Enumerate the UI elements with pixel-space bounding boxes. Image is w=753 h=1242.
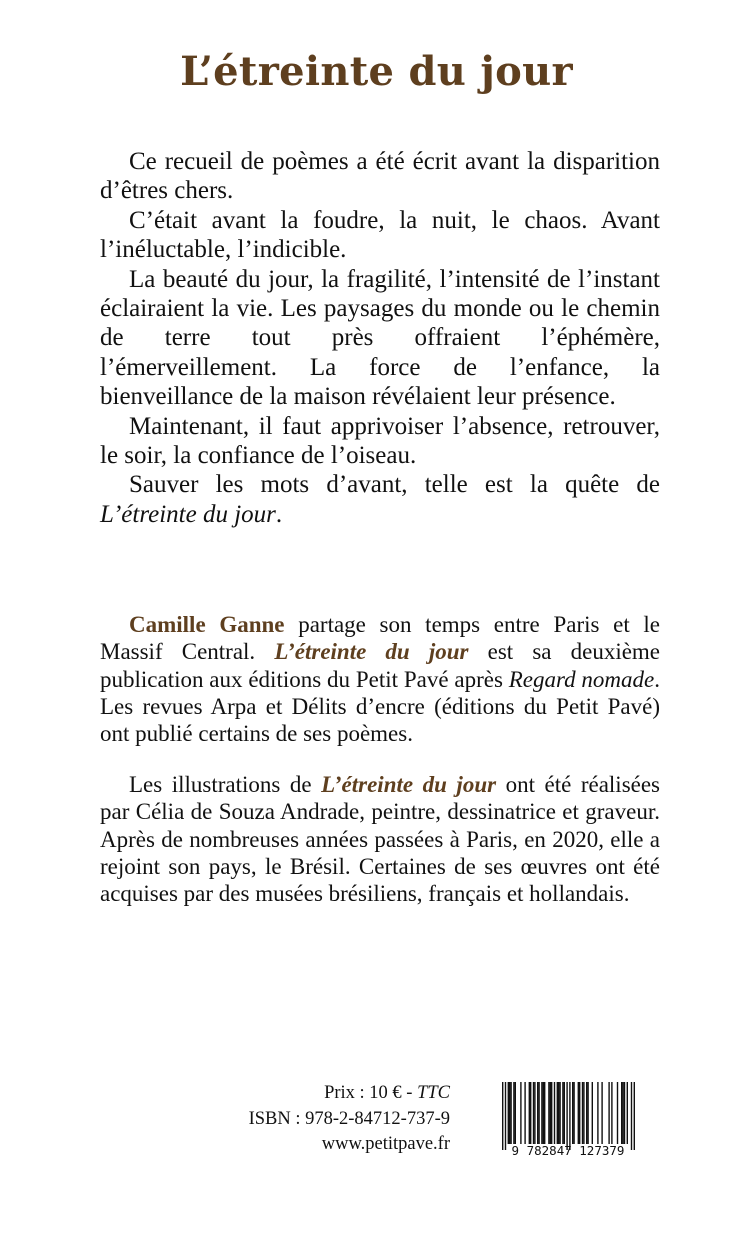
barcode-bar <box>559 1082 560 1144</box>
price-tax: TTC <box>417 1083 450 1103</box>
barcode-bar <box>572 1082 573 1144</box>
intro-text <box>100 147 660 529</box>
author-bio <box>100 611 660 747</box>
barcode-bar <box>513 1082 514 1144</box>
illus-book-title: L’étreinte du jour <box>321 772 497 797</box>
barcode-bar <box>530 1082 531 1144</box>
bio-text-2: est sa deuxième publication aux éditions du Petit Pavé après <box>100 639 661 692</box>
barcode-bar <box>569 1082 570 1150</box>
barcode-bar <box>566 1082 567 1150</box>
bio-book-title: L’étreinte du jour <box>274 639 469 665</box>
intro-p5-book-title: L’étreinte du jour <box>100 500 276 528</box>
barcode-bar <box>558 1082 559 1144</box>
barcode-bar <box>554 1082 555 1144</box>
barcode-bar <box>524 1082 525 1144</box>
barcode-bar <box>582 1082 583 1144</box>
bio-text-3: . Les revues Arpa et Délits d’encre (éditions du Petit Pavé) ont publié certains de ses poèmes. <box>100 666 661 747</box>
intro-paragraph <box>100 470 660 529</box>
barcode-bar <box>548 1082 549 1144</box>
barcode-bar <box>557 1082 558 1144</box>
bio-previous-book: Regard nomade <box>508 666 655 692</box>
barcode-bar <box>562 1082 563 1144</box>
barcode-bar <box>510 1082 511 1144</box>
barcode-bar <box>541 1082 542 1144</box>
book-title: L’étreinte du jour <box>180 48 573 95</box>
barcode-bar <box>631 1082 632 1150</box>
barcode-bar <box>551 1082 552 1144</box>
barcode-bar <box>634 1082 635 1150</box>
intro-p5-end: . <box>275 500 283 528</box>
intro-paragraph: C’était avant la foudre, la nuit, le chaos. Avant l’inéluctable, l’indicible. <box>100 206 660 264</box>
barcode-bar <box>520 1082 521 1144</box>
isbn-line: ISBN : 978-2-84712-737-9 <box>248 1108 450 1129</box>
barcode-bar <box>601 1082 602 1144</box>
barcode-bar <box>587 1082 588 1144</box>
price-label: Prix : 10 € - <box>324 1083 418 1103</box>
barcode-bars <box>502 1082 635 1150</box>
barcode-bar <box>573 1082 574 1144</box>
intro-paragraph: Ce recueil de poèmes a été écrit avant la disparition d’êtres chers. <box>100 148 660 205</box>
price-line <box>150 1081 450 1107</box>
illus-text-1: Les illustrations de <box>129 772 312 797</box>
publication-info <box>150 1081 450 1158</box>
barcode-bar <box>538 1082 539 1144</box>
barcode-bar <box>586 1082 587 1144</box>
barcode-bar <box>534 1082 535 1144</box>
barcode-bar <box>564 1082 565 1144</box>
barcode-bar <box>611 1082 612 1144</box>
bio-text-1: partage son temps entre Paris et le Massif Central. <box>100 612 660 665</box>
barcode-bar <box>597 1082 598 1144</box>
barcode-bar <box>515 1082 516 1144</box>
isbn-barcode <box>493 1080 643 1157</box>
barcode-bar <box>505 1082 506 1150</box>
barcode-bar <box>544 1082 545 1144</box>
author-name: Camille Ganne <box>129 612 285 637</box>
barcode-bar <box>550 1082 551 1144</box>
barcode-bar <box>621 1082 622 1144</box>
illus-text-2: ont été réalisées par Célia de Souza Andrade, peintre, dessinatrice et graveur. Après de nombreuses années passées à Paris, en 2020, elle a rejoint son pays, le Brésil. Certaines de ses œuvres ont été acquises par des musées brésiliens, français et hollandais. <box>100 772 661 907</box>
barcode-bar <box>508 1082 509 1144</box>
intro-paragraph: La beauté du jour, la fragilité, l’intensité de l’instant éclairaient la vie. Les paysages du monde ou le chemin de terre tout près offraient l’éphémère, l’émerveillement. La force de l’enfance, la bienveillance de la maison révélaient leur présence. <box>100 265 660 411</box>
illustrations-paragraph <box>100 771 660 907</box>
barcode-bar <box>583 1082 584 1144</box>
barcode-bar <box>627 1082 628 1144</box>
website-link[interactable]: www.petitpave.fr <box>321 1134 450 1154</box>
barcode-bar <box>617 1082 618 1144</box>
barcode-bar <box>543 1082 544 1144</box>
barcode-bar <box>622 1082 623 1144</box>
barcode-digits: 9 782847 127379 <box>511 1143 625 1157</box>
barcode-bar <box>529 1082 530 1144</box>
illustrations-note <box>100 771 660 907</box>
barcode-bar <box>592 1082 593 1144</box>
barcode-bar <box>579 1082 580 1144</box>
barcode-bar <box>509 1082 510 1144</box>
barcode-bar <box>502 1082 503 1150</box>
barcode-bar <box>578 1082 579 1144</box>
barcode-bar <box>533 1082 534 1144</box>
bio-paragraph <box>100 611 660 747</box>
barcode-bar <box>608 1082 609 1144</box>
barcode-bar <box>624 1082 625 1144</box>
barcode-bar <box>537 1082 538 1144</box>
intro-p5-text: Sauver les mots d’avant, telle est la quête de <box>129 471 660 499</box>
intro-paragraph: Maintenant, il faut apprivoiser l’absence, retrouver, le soir, la confiance de l’oiseau. <box>100 412 660 470</box>
